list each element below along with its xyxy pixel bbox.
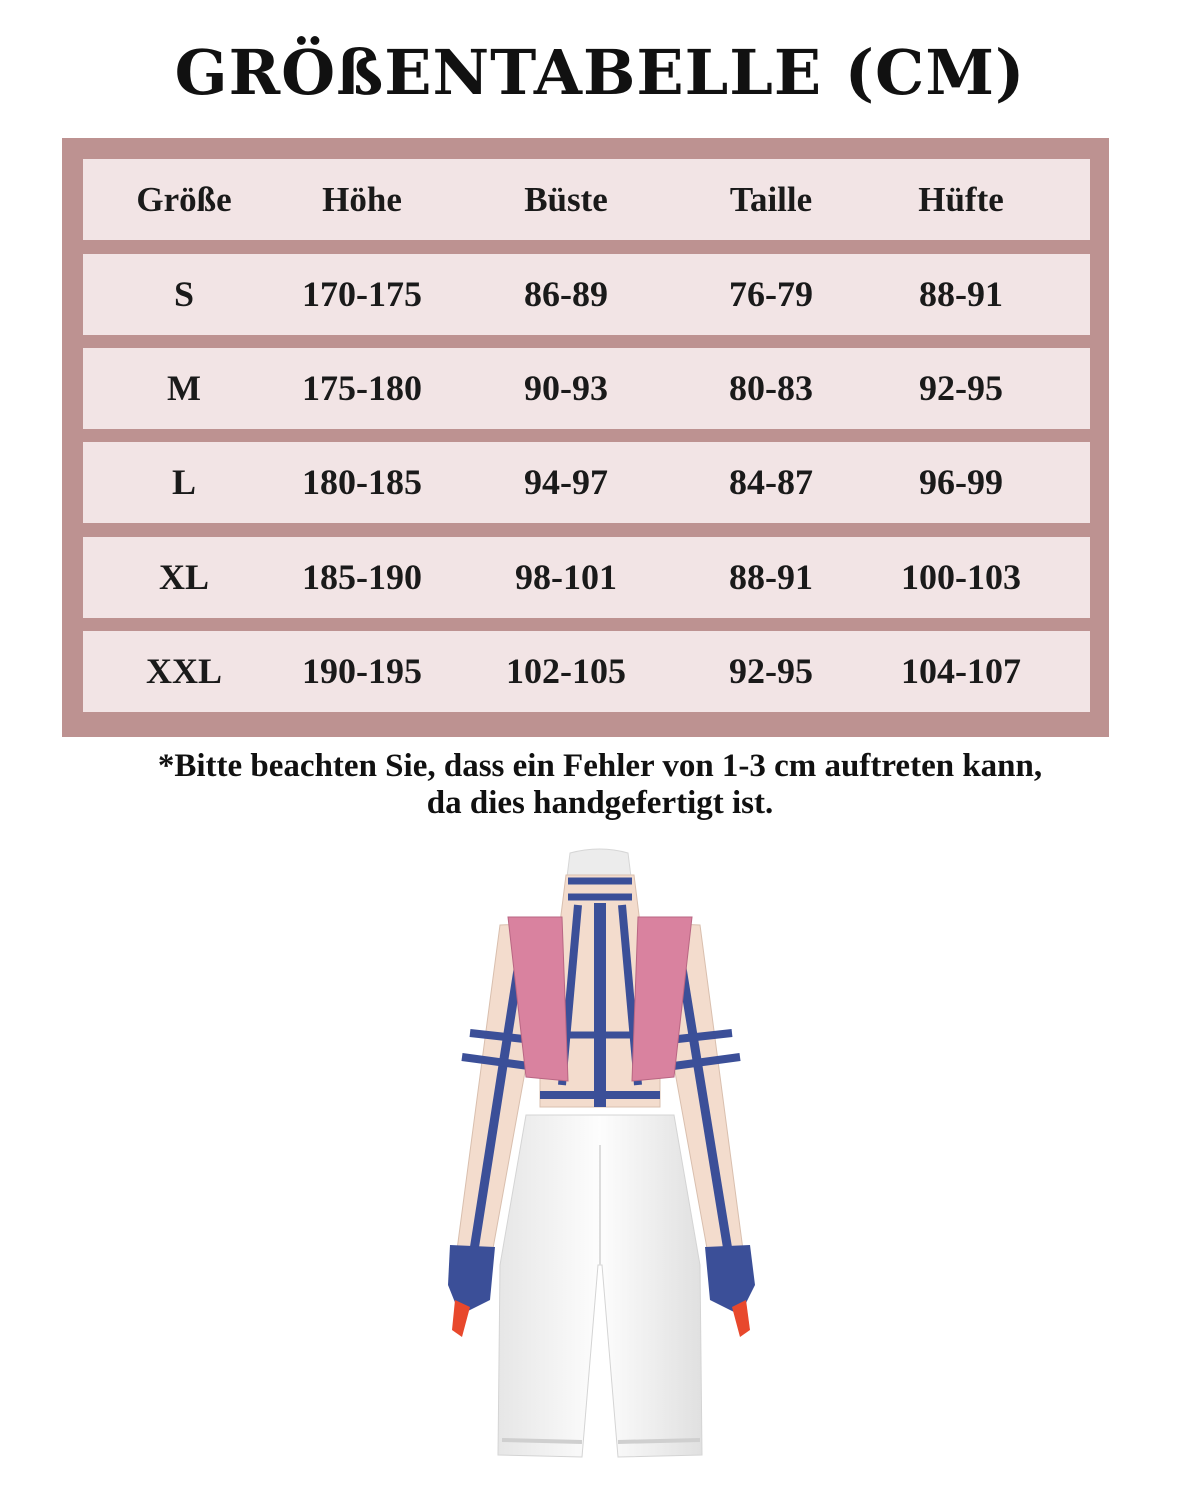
cell-bust: 102-105 <box>506 651 626 691</box>
cell-bust: 98-101 <box>515 557 617 597</box>
cell-size: XL <box>158 557 210 597</box>
cell-hip: 88-91 <box>919 274 1003 314</box>
cell-height: 185-190 <box>302 557 422 597</box>
header-bust: Büste <box>524 180 608 219</box>
cell-waist: 84-87 <box>729 462 813 502</box>
header-height: Höhe <box>322 180 402 219</box>
cell-waist: 76-79 <box>729 274 813 314</box>
header-hip: Hüfte <box>918 180 1004 219</box>
cell-size: L <box>171 462 197 502</box>
cell-height: 175-180 <box>302 368 422 408</box>
cell-bust: 90-93 <box>524 368 608 408</box>
table-row <box>83 537 1090 618</box>
cell-hip: 100-103 <box>901 557 1021 597</box>
cell-waist: 88-91 <box>729 557 813 597</box>
table-row <box>83 348 1090 429</box>
cell-height: 170-175 <box>302 274 422 314</box>
cell-height: 180-185 <box>302 462 422 502</box>
table-row <box>83 442 1090 523</box>
cell-waist: 80-83 <box>729 368 813 408</box>
header-size: Größe <box>136 180 232 219</box>
cell-size: XXL <box>145 651 223 691</box>
cell-bust: 94-97 <box>524 462 608 502</box>
cell-hip: 92-95 <box>919 368 1003 408</box>
tolerance-note <box>0 748 1200 822</box>
tolerance-note-line-2: da dies handgefertigt ist. <box>426 785 774 821</box>
header-waist: Taille <box>729 180 813 219</box>
cell-hip: 96-99 <box>919 462 1003 502</box>
table-header-row <box>83 159 1090 240</box>
table-row <box>83 254 1090 335</box>
page-title: GRÖßENTABELLE (CM) <box>174 36 1026 109</box>
cell-size: M <box>167 368 201 408</box>
cell-bust: 86-89 <box>524 274 608 314</box>
cell-height: 190-195 <box>302 651 422 691</box>
cell-hip: 104-107 <box>901 651 1021 691</box>
cell-waist: 92-95 <box>729 651 813 691</box>
size-table <box>62 138 1109 737</box>
table-row <box>83 631 1090 712</box>
costume-product-image <box>330 845 870 1490</box>
cell-size: S <box>173 274 195 314</box>
tolerance-note-line-1: *Bitte beachten Sie, dass ein Fehler von 1-3 cm auftreten kann, <box>157 748 1043 784</box>
